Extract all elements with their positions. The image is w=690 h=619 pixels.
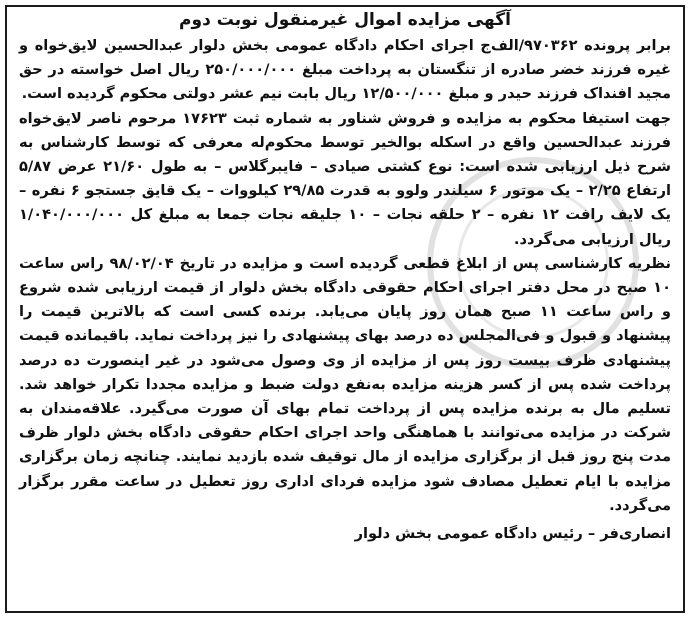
notice-title: آگهی مزایده اموال غیرمنقول نوبت دوم	[179, 10, 511, 30]
paragraph-vessel: جهت استیفا محکوم به مزایده و فروش شناور به شماره ثبت ۱۷۶۲۳ مرحوم ناصر لایق‌خواه فرزند عبدالحسین واقع در اسکله بوالخیر توسط محکوم‌له معرفی که توسط کارشناس به شرح ذیل ارزیابی شده است: نوع کشتی صیادی – فایبرگلاس – به طول ۲۱/۶۰ عرض ۵/۸۷ ارتفاع ۲/۲۵ – یک موتور ۶ سیلندر ولوو به قدرت ۲۹/۸۵ کیلووات – یک قایق جستجو ۶ نفره – یک لایف رافت ۱۲ نفره – ۲ حلقه نجات – ۱۰ جلیقه نجات جمعا به مبلغ کل ۱/۰۴۰/۰۰۰/۰۰۰ ریال ارزیابی می‌گردد.	[19, 109, 672, 248]
notice-content	[7, 7, 683, 546]
legal-notice	[5, 5, 685, 613]
signature: انصاری‌فر – رئیس دادگاه عمومی بخش دلوار	[354, 525, 671, 543]
paragraph-auction: نظریه کارشناسی پس از ابلاغ قطعی گردیده است و مزایده در تاریخ ۹۸/۰۲/۰۴ راس ساعت ۱۰ صبح در محل دفتر اجرای احکام حقوقی دادگاه بخش دلوار از قیمت ارزیابی شده شروع و راس ساعت ۱۱ صبح همان روز پایان می‌یابد. برنده کسی است که بالاترین قیمت را پیشنهاد و قبول و فی‌المجلس ده درصد بهای پیشنهادی را نیز پرداخت نماید. باقیمانده قیمت پیشنهادی ظرف بیست روز پس از مزایده از وی وصول می‌شود در غیر اینصورت ده درصد پرداخت شده پس از کسر هزینه مزایده به‌نفع دولت ضبط و مزایده مجددا تکرار خواهد شد. تسلیم مال به برنده مزایده پس از پرداخت تمام بهای آن صورت می‌گیرد. علاقه‌مندان به شرکت در مزایده می‌توانند با هماهنگی واحد اجرای احکام حقوقی دادگاه بخش دلوار ظرف مدت پنج روز قبل از برگزاری مزایده از مال توقیف شده بازدید نمایند. چنانچه زمان برگزاری مزایده با ایام تعطیل مصادف شود مزایده فردای اداری روز تعطیل در ساعت مقرر برگزار می‌گردد.	[19, 254, 672, 514]
paragraph-case: برابر پرونده ۹۷۰۳۶۲/الف‌ج اجرای احکام دادگاه عمومی بخش دلوار عبدالحسین لایق‌خواه و غیره فرزند خضر صادره از تنگستان به پرداخت مبلغ ۲۵۰/۰۰۰/۰۰۰ ریال اصل خواسته در حق مجید افنداک فرزند حیدر و مبلغ ۱۲/۵۰۰/۰۰۰ ریال بابت نیم عشر دولتی محکوم گردیده است.	[19, 37, 671, 103]
